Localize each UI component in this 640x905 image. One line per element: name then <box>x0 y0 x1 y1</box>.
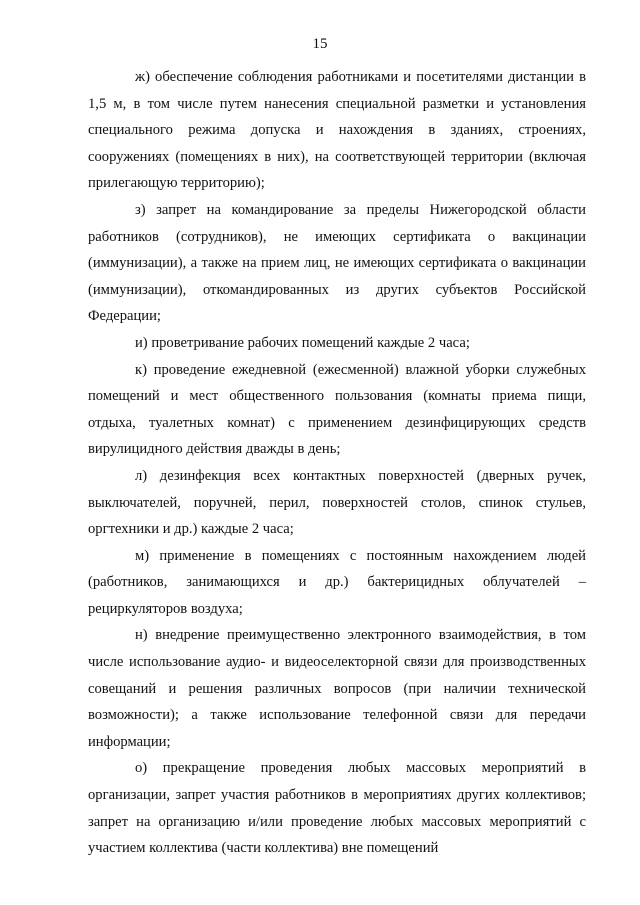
document-body <box>88 64 586 862</box>
paragraph-m: м) применение в помещениях с постоянным нахождением людей (работников, занимающихся и др.) бактерицидных облучателей – рециркуляторов воздуха; <box>88 547 586 617</box>
paragraph-n: н) внедрение преимущественно электронного взаимодействия, в том числе использование аудио- и видеоселекторной связи для производственных совещаний и решения различных вопросов (при наличии технической возможности); а также использование телефонной связи для передачи информации; <box>88 627 586 750</box>
paragraph-zh: ж) обеспечение соблюдения работниками и посетителями дистанции в 1,5 м, в том числе путем нанесения специальной разметки и установления специального режима допуска и нахождения в зданиях, строениях, сооружениях (помещениях в них), на соответствующей территории (включая прилегающую территорию); <box>88 69 586 192</box>
paragraph-z: з) запрет на командирование за пределы Нижегородской области работников (сотрудников), не имеющих сертификата о вакцинации (иммунизации), а также на прием лиц, не имеющих сертификата о вакцинации (иммунизации), откомандированных из других субъектов Российской Федерации; <box>88 201 586 325</box>
paragraph-i: и) проветривание рабочих помещений каждые 2 часа; <box>135 334 470 351</box>
paragraph-o: о) прекращение проведения любых массовых мероприятий в организации, запрет участия работников в мероприятиях других коллективов; запрет на организацию и/или проведение любых массовых мероприятий с участием коллектива (части коллектива) вне помещений <box>88 760 586 857</box>
paragraph-k: к) проведение ежедневной (ежесменной) влажной уборки служебных помещений и мест общественного пользования (комнаты приема пищи, отдыха, туалетных комнат) с применением дезинфицирующих средств вирулицидного действия дважды в день; <box>88 361 586 458</box>
paragraph-l: л) дезинфекция всех контактных поверхностей (дверных ручек, выключателей, поручней, перил, поверхностей столов, спинок стульев, оргтехники и др.) каждые 2 часа; <box>88 467 586 538</box>
page-number: 15 <box>312 36 328 52</box>
